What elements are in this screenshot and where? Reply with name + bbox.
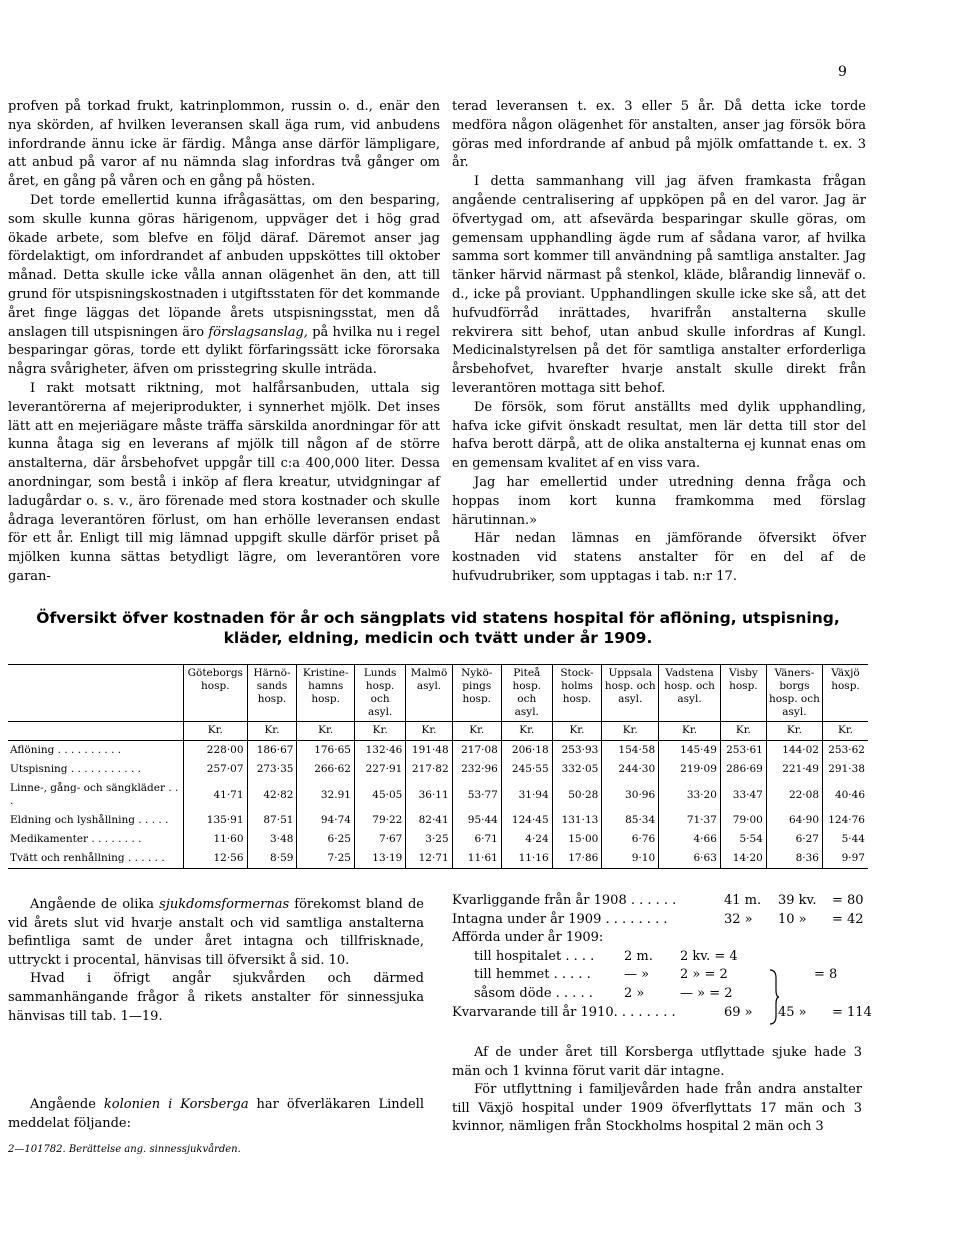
table-cell: 3·25 [406,830,452,849]
table-row [8,741,868,761]
page-number: 9 [838,64,847,80]
table-title: Öfversikt öfver kostnaden för år och sängplats vid statens hospital för aflöning, utspisning, kläder, eldning, medicin och tvätt under år 1909. [36,609,840,647]
table-cell: 9·97 [823,849,869,869]
table-cell: 42·82 [247,779,297,811]
table-cell: 8·36 [766,849,822,869]
table-cell: 176·65 [297,741,355,761]
row-label: Medikamenter . . . . . . . . [10,833,142,845]
table-cell: 5·54 [720,830,766,849]
paragraph: Det torde emellertid kunna ifrågasättas, om den besparing, som skulle kunna göras härigenom, uppväger det i hög grad ökade arbete, som blefve en följd däraf. Däremot anser jag fördelaktigt, om infordrandet af anbuden uppsköttes till oktober månad. Detta skulle icke vålla annan olägenhet än den, att till grund för utspisningskostnaden i utgiftsstaten för det kommande året finge läggas det löpande årets utspisningsstat, men då anslagen till utspisningen äro förslagsanslag, på hvilka nu i regel besparingar göras, torde ett dylikt förfaringssätt icke förorsaka några svårigheter, äfven om prisstegring skulle inträda. [8,192,440,378]
korsberga-intro [8,1096,424,1133]
italic-term: sjukdomsformernas [159,897,290,912]
unit-cell: Kr. [602,722,659,741]
bottom-right-text [452,1044,862,1137]
bottom-left-text [8,896,424,1026]
table-cell: 17·86 [552,849,602,869]
footer-note: 2—101782. Berättelse ang. sinnessjukvården. [8,1144,241,1155]
unit-cell: Kr. [184,722,248,741]
table-cell: 71·37 [659,811,721,830]
table-cell: 11·16 [501,849,552,869]
table-cell: 217·08 [452,741,501,761]
table-cell: 245·55 [501,760,552,779]
paragraph: För utflyttning i familjevården hade från andra anstalter till Växjö hospital under 1909 öfverflyttats 17 män och 3 kvinnor, nämligen från Stockholms hospital 2 män och 3 [452,1082,862,1135]
table-cell: 6·76 [602,830,659,849]
table-cell: 9·10 [602,849,659,869]
table-cell: 232·96 [452,760,501,779]
column-header: Kristine-hamns hosp. [297,665,355,722]
table-cell: 145·49 [659,741,721,761]
paragraph: Af de under året till Korsberga utflyttade sjuke hade 3 män och 1 kvinna förut varit där intagne. [452,1045,862,1079]
column-header: Väners-borgs hosp. och asyl. [766,665,822,722]
table-cell: 228·00 [184,741,248,761]
table-cell: 217·82 [406,760,452,779]
table-cell: 36·11 [406,779,452,811]
table-cell: 6·27 [766,830,822,849]
paragraph: Angående de olika sjukdomsformernas förekomst bland de vid årets slut vid hvarje anstalt och vid samtliga anstalterna befintliga samt de under året intagna och tillfrisknade, uttryckt i procental, hänvisas till öfversikt å sid. 10. [8,897,424,968]
paragraph: De försök, som förut anställts med dylik upphandling, hafva icke gifvit önskadt resultat, men lär detta till stor del hafva berott därpå, att de olika anstalterna ej kunnat enas om en gemensam kvalitet af en viss vara. [452,399,866,472]
table-cell: 5·44 [823,830,869,849]
table-cell: 15·00 [552,830,602,849]
table-cell: 6·63 [659,849,721,869]
table-cell: 8·59 [247,849,297,869]
table-cell: 82·41 [406,811,452,830]
stats-row: Kvarliggande från år 1908 . . . . . . 41 m. 39 kv. = 80 [452,893,864,908]
italic-term: kolonien i Korsberga [103,1097,249,1112]
table-cell: 64·90 [766,811,822,830]
left-column [8,98,440,587]
table-cell: 154·58 [602,741,659,761]
column-header: Vadstena hosp. och asyl. [659,665,721,722]
table-cell: 219·09 [659,760,721,779]
row-label: Aflöning . . . . . . . . . . [10,744,122,756]
table-cell: 12·71 [406,849,452,869]
unit-cell: Kr. [406,722,452,741]
stats-row: Afförda under år 1909: [452,930,604,946]
table-cell: 30·96 [602,779,659,811]
table-cell: 12·56 [184,849,248,869]
row-label: Linne-, gång- och sängkläder . . . [10,782,179,807]
table-row [8,849,868,869]
column-header: Malmö asyl. [406,665,452,722]
table-cell: 253·62 [823,741,869,761]
column-header: Växjö hosp. [823,665,869,722]
unit-cell: Kr. [354,722,405,741]
table-cell: 286·69 [720,760,766,779]
table-cell: 53·77 [452,779,501,811]
table-cell: 85·34 [602,811,659,830]
column-header: Göteborgs hosp. [184,665,248,722]
unit-cell: Kr. [659,722,721,741]
table-cell: 7·67 [354,830,405,849]
table-cell: 13·19 [354,849,405,869]
unit-cell: Kr. [552,722,602,741]
table-row [8,760,868,779]
table-cell: 4·66 [659,830,721,849]
brace-icon [768,968,780,1026]
table-cell: 94·74 [297,811,355,830]
paragraph: Hvad i öfrigt angår sjukvården och därmed sammanhängande frågor å rikets anstalter för sinnessjuka hänvisas till tab. 1—19. [8,971,424,1024]
stats-row: till hospitalet . . . . 2 m. 2 kv. = 4 [474,948,738,964]
table-cell: 32.91 [297,779,355,811]
unit-cell: Kr. [501,722,552,741]
table-cell: 6·25 [297,830,355,849]
table-row [8,811,868,830]
unit-cell: Kr. [720,722,766,741]
stats-row: Intagna under år 1909 . . . . . . . . 32 » 10 » = 42 [452,911,864,927]
table-cell: 132·46 [354,741,405,761]
table-cell: 11·61 [452,849,501,869]
table-cell: 6·71 [452,830,501,849]
table-cell: 11·60 [184,830,248,849]
column-header: Härnö-sands hosp. [247,665,297,722]
table-cell: 221·49 [766,760,822,779]
table-cell: 191·48 [406,741,452,761]
table-cell: 50·28 [552,779,602,811]
column-header: Nykö-pings hosp. [452,665,501,722]
table-cell: 227·91 [354,760,405,779]
paragraph: profven på torkad frukt, katrinplommon, russin o. d., enär den nya skörden, af hvilken leveransen skall äga rum, vid anbudens infordrande ännu icke är färdig. Många anse därför lämpligare, att anbud på varor af nu nämnda slag infordras två gånger om året, en gång på våren och en gång på hösten. [8,99,440,190]
right-column [452,98,866,587]
table-cell: 3·48 [247,830,297,849]
table-cell: 14·20 [720,849,766,869]
table-cell: 4·24 [501,830,552,849]
paragraph: Angående kolonien i Korsberga har öfverläkaren Lindell meddelat följande: [8,1097,424,1131]
unit-cell: Kr. [823,722,869,741]
row-label: Tvätt och renhållning . . . . . . [8,849,184,869]
table-cell: 131·13 [552,811,602,830]
table-cell: 31·94 [501,779,552,811]
paragraph: Här nedan lämnas en jämförande öfversikt öfver kostnaden vid statens anstalter för en del af de hufvudrubriker, som upptagas i tab. n:r 17. [452,531,866,584]
paragraph: I rakt motsatt riktning, mot halfårsanbuden, uttala sig leverantörerna af mejeriprodukter, i synnerhet mjölk. Det inses lätt att en mejeriägare måste träffa särskilda anordningar för att kunna åtaga sig en leverans af mjölk till någon af de större anstalterna, där årsbehofvet uppgår till c:a 400,000 liter. Dessa anordningar, som bestå i inköp af flera kreatur, utvidgningar af ladugårdar o. s. v., äro förenade med stora kostnader och skulle ådraga leverantören förlust, om han erhölle leveransen endast för ett år. Enligt till mig lämnad uppgift skulle därför priset på mjölken kunna sättas betydligt lägre, om leverantören vore garan- [8,380,440,584]
table-cell: 22·08 [766,779,822,811]
row-header-blank [8,722,184,741]
table-cell: 45·05 [354,779,405,811]
table-cell: 124·76 [823,811,869,830]
table-row [8,830,868,849]
table-cell: 7·25 [297,849,355,869]
table-cell: 206·18 [501,741,552,761]
table-cell: 95·44 [452,811,501,830]
row-label: Eldning och lyshållning . . . . . [10,814,169,826]
table-cell: 253·93 [552,741,602,761]
table-cell: 253·61 [720,741,766,761]
table-cell: 257·07 [184,760,248,779]
column-header: Stock-holms hosp. [552,665,602,722]
unit-cell: Kr. [247,722,297,741]
stats-row: såsom döde . . . . . 2 » — » = 2 [474,985,733,1001]
table-cell: 79·22 [354,811,405,830]
table-cell: 33·47 [720,779,766,811]
table-cell: 33·20 [659,779,721,811]
stats-row: till hemmet . . . . . — » 2 » = 2 = 8 [474,967,838,983]
column-header: Lunds hosp. och asyl. [354,665,405,722]
column-header: Uppsala hosp. och asyl. [602,665,659,722]
table-cell: 332·05 [552,760,602,779]
table-cell: 186·67 [247,741,297,761]
table-cell: 41·71 [184,779,248,811]
unit-cell: Kr. [452,722,501,741]
table-cell: 79·00 [720,811,766,830]
unit-cell: Kr. [297,722,355,741]
table-header-row [8,665,868,722]
table-cell: 244·30 [602,760,659,779]
paragraph: terad leveransen t. ex. 3 eller 5 år. Då detta icke torde medföra någon olägenhet för anstalten, anser jag försök böra göras med infordrande af anbud på mjölk omfattande t. ex. 3 år. [452,99,866,171]
unit-row [8,722,868,741]
paragraph: I detta sammanhang vill jag äfven framkasta frågan angående centralisering af uppköpen på en del varor. Jag är öfvertygad om, att afsevärda besparingar skulle göras, om gemensam upphandling ägde rum af sådana varor, af hvilka samma sort kommer till användning på samtliga anstalter. Jag tänker härvid närmast på stenkol, kläde, blårandig linneväf o. d., icke på proviant. Upphandlingen skulle icke ske så, att det hufvudförråd inrättades, hvarifrån anstalterna skulle rekvirera sitt behof, utan anbud skulle infordras af Kungl. Medicinalstyrelsen på det för samtliga anstalter erforderliga årsbehofvet, hvarefter hvarje anstalt skulle direkt från leverantören mottaga sitt behof. [452,174,866,396]
table-cell: 124·45 [501,811,552,830]
row-label: Utspisning . . . . . . . . . . . [10,763,141,775]
column-header: Piteå hosp. och asyl. [501,665,552,722]
table-cell: 266·62 [297,760,355,779]
paragraph: Jag har emellertid under utredning denna fråga och hoppas inom kort kunna framkomma med förslag härutinnan.» [452,474,866,528]
column-header: Visby hosp. [720,665,766,722]
table-cell: 291·38 [823,760,869,779]
table-cell: 135·91 [184,811,248,830]
row-header-blank [8,665,184,722]
table-row [8,779,868,811]
table-cell: 40·46 [823,779,869,811]
stats-row: Kvarvarande till år 1910. . . . . . . . 69 » 45 » = 114 [452,1004,872,1020]
table-cell: 273·35 [247,760,297,779]
table-cell: 144·02 [766,741,822,761]
korsberga-statistics [452,892,872,1022]
table-cell: 87·51 [247,811,297,830]
cost-table [8,664,868,869]
unit-cell: Kr. [766,722,822,741]
table-body [8,741,868,869]
italic-term: förslagsanslag, [208,324,308,340]
